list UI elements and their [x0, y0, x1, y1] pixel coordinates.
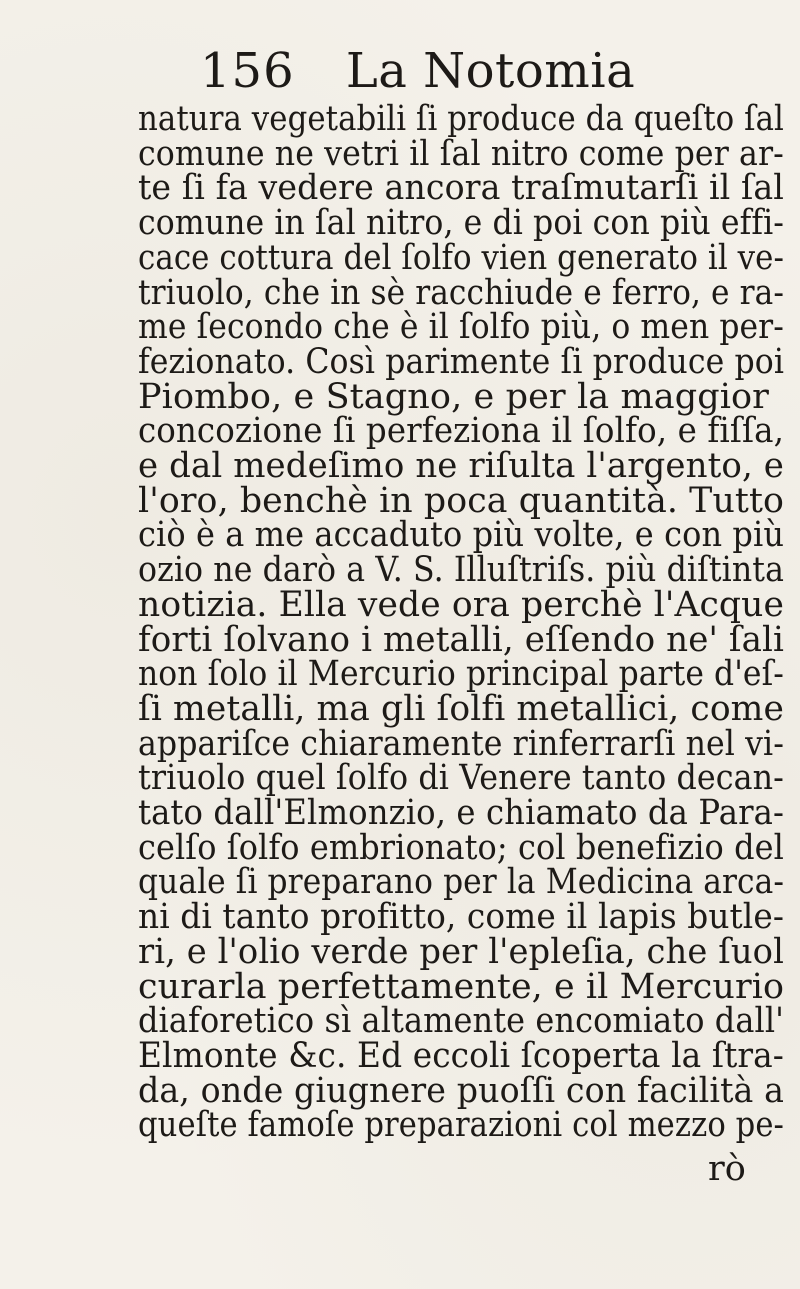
catchword: rò — [708, 1149, 746, 1189]
text-line: ſi metalli, ma gli ſolfi metallici, come — [138, 689, 785, 729]
text-line: quale ſi preparano per la Medicina arca- — [138, 862, 785, 902]
text-line: ni di tanto profitto, come il lapis butle- — [138, 897, 785, 937]
running-title: La Notomia — [345, 43, 636, 99]
text-line: fezionato. Così parimente ſi produce poi — [138, 342, 785, 382]
text-line: natura vegetabili ſi produce da queſto ſal — [138, 99, 784, 139]
page-number: 156 — [200, 43, 295, 99]
text-line: curarla perfettamente, e il Mercurio — [138, 967, 785, 1007]
text-line: non ſolo il Mercurio principal parte d'eſ- — [138, 654, 784, 694]
text-line: triuolo quel ſolfo di Venere tanto decan- — [138, 758, 784, 798]
text-line: cace cottura del ſolfo vien generato il ve- — [138, 238, 784, 278]
text-line: forti ſolvano i metalli, eſſendo ne' ſali — [138, 620, 784, 660]
text-line: ciò è a me accaduto più volte, e con più — [138, 515, 785, 555]
page-header — [200, 44, 640, 98]
text-line: comune in ſal nitro, e di poi con più effi- — [138, 203, 785, 243]
text-line: celſo ſolfo embrionato; col benefizio del — [138, 828, 785, 868]
text-line: da, onde giugnere puoſſi con facilità a — [138, 1071, 785, 1111]
text-line: Elmonte &c. Ed eccoli ſcoperta la ſtra- — [138, 1036, 784, 1076]
text-line: comune ne vetri il ſal nitro come per ar- — [138, 134, 784, 174]
text-line: e dal medeſimo ne riſulta l'argento, e — [138, 446, 784, 486]
text-line: ri, e l'olio verde per l'epleſia, che ſuol — [138, 932, 784, 972]
text-line: ozio ne darò a V. S. Illuſtriſs. più diſtinta — [138, 550, 784, 590]
text-line: tato dall'Elmonzio, e chiamato da Para- — [138, 793, 785, 833]
text-line: triuolo, che in sè racchiude e ferro, e ra- — [138, 273, 784, 313]
text-line: diaforetico sì altamente encomiato dall' — [138, 1001, 785, 1041]
text-line: appariſce chiaramente rinferrarſi nel vi- — [138, 724, 785, 764]
text-line: te ſi fa vedere ancora traſmutarſi il ſal — [138, 168, 785, 208]
text-line: l'oro, benchè in poca quantità. Tutto — [138, 481, 785, 521]
text-line: me ſecondo che è il ſolfo più, o men per- — [138, 307, 784, 347]
text-line: concozione ſi perfeziona il ſolfo, e fiſſa, — [138, 411, 785, 451]
text-line: Piombo, e Stagno, e per la maggior — [138, 377, 770, 417]
text-line: queſte famoſe preparazioni col mezzo pe- — [138, 1105, 784, 1145]
text-line: notizia. Ella vede ora perchè l'Acque — [138, 585, 784, 625]
